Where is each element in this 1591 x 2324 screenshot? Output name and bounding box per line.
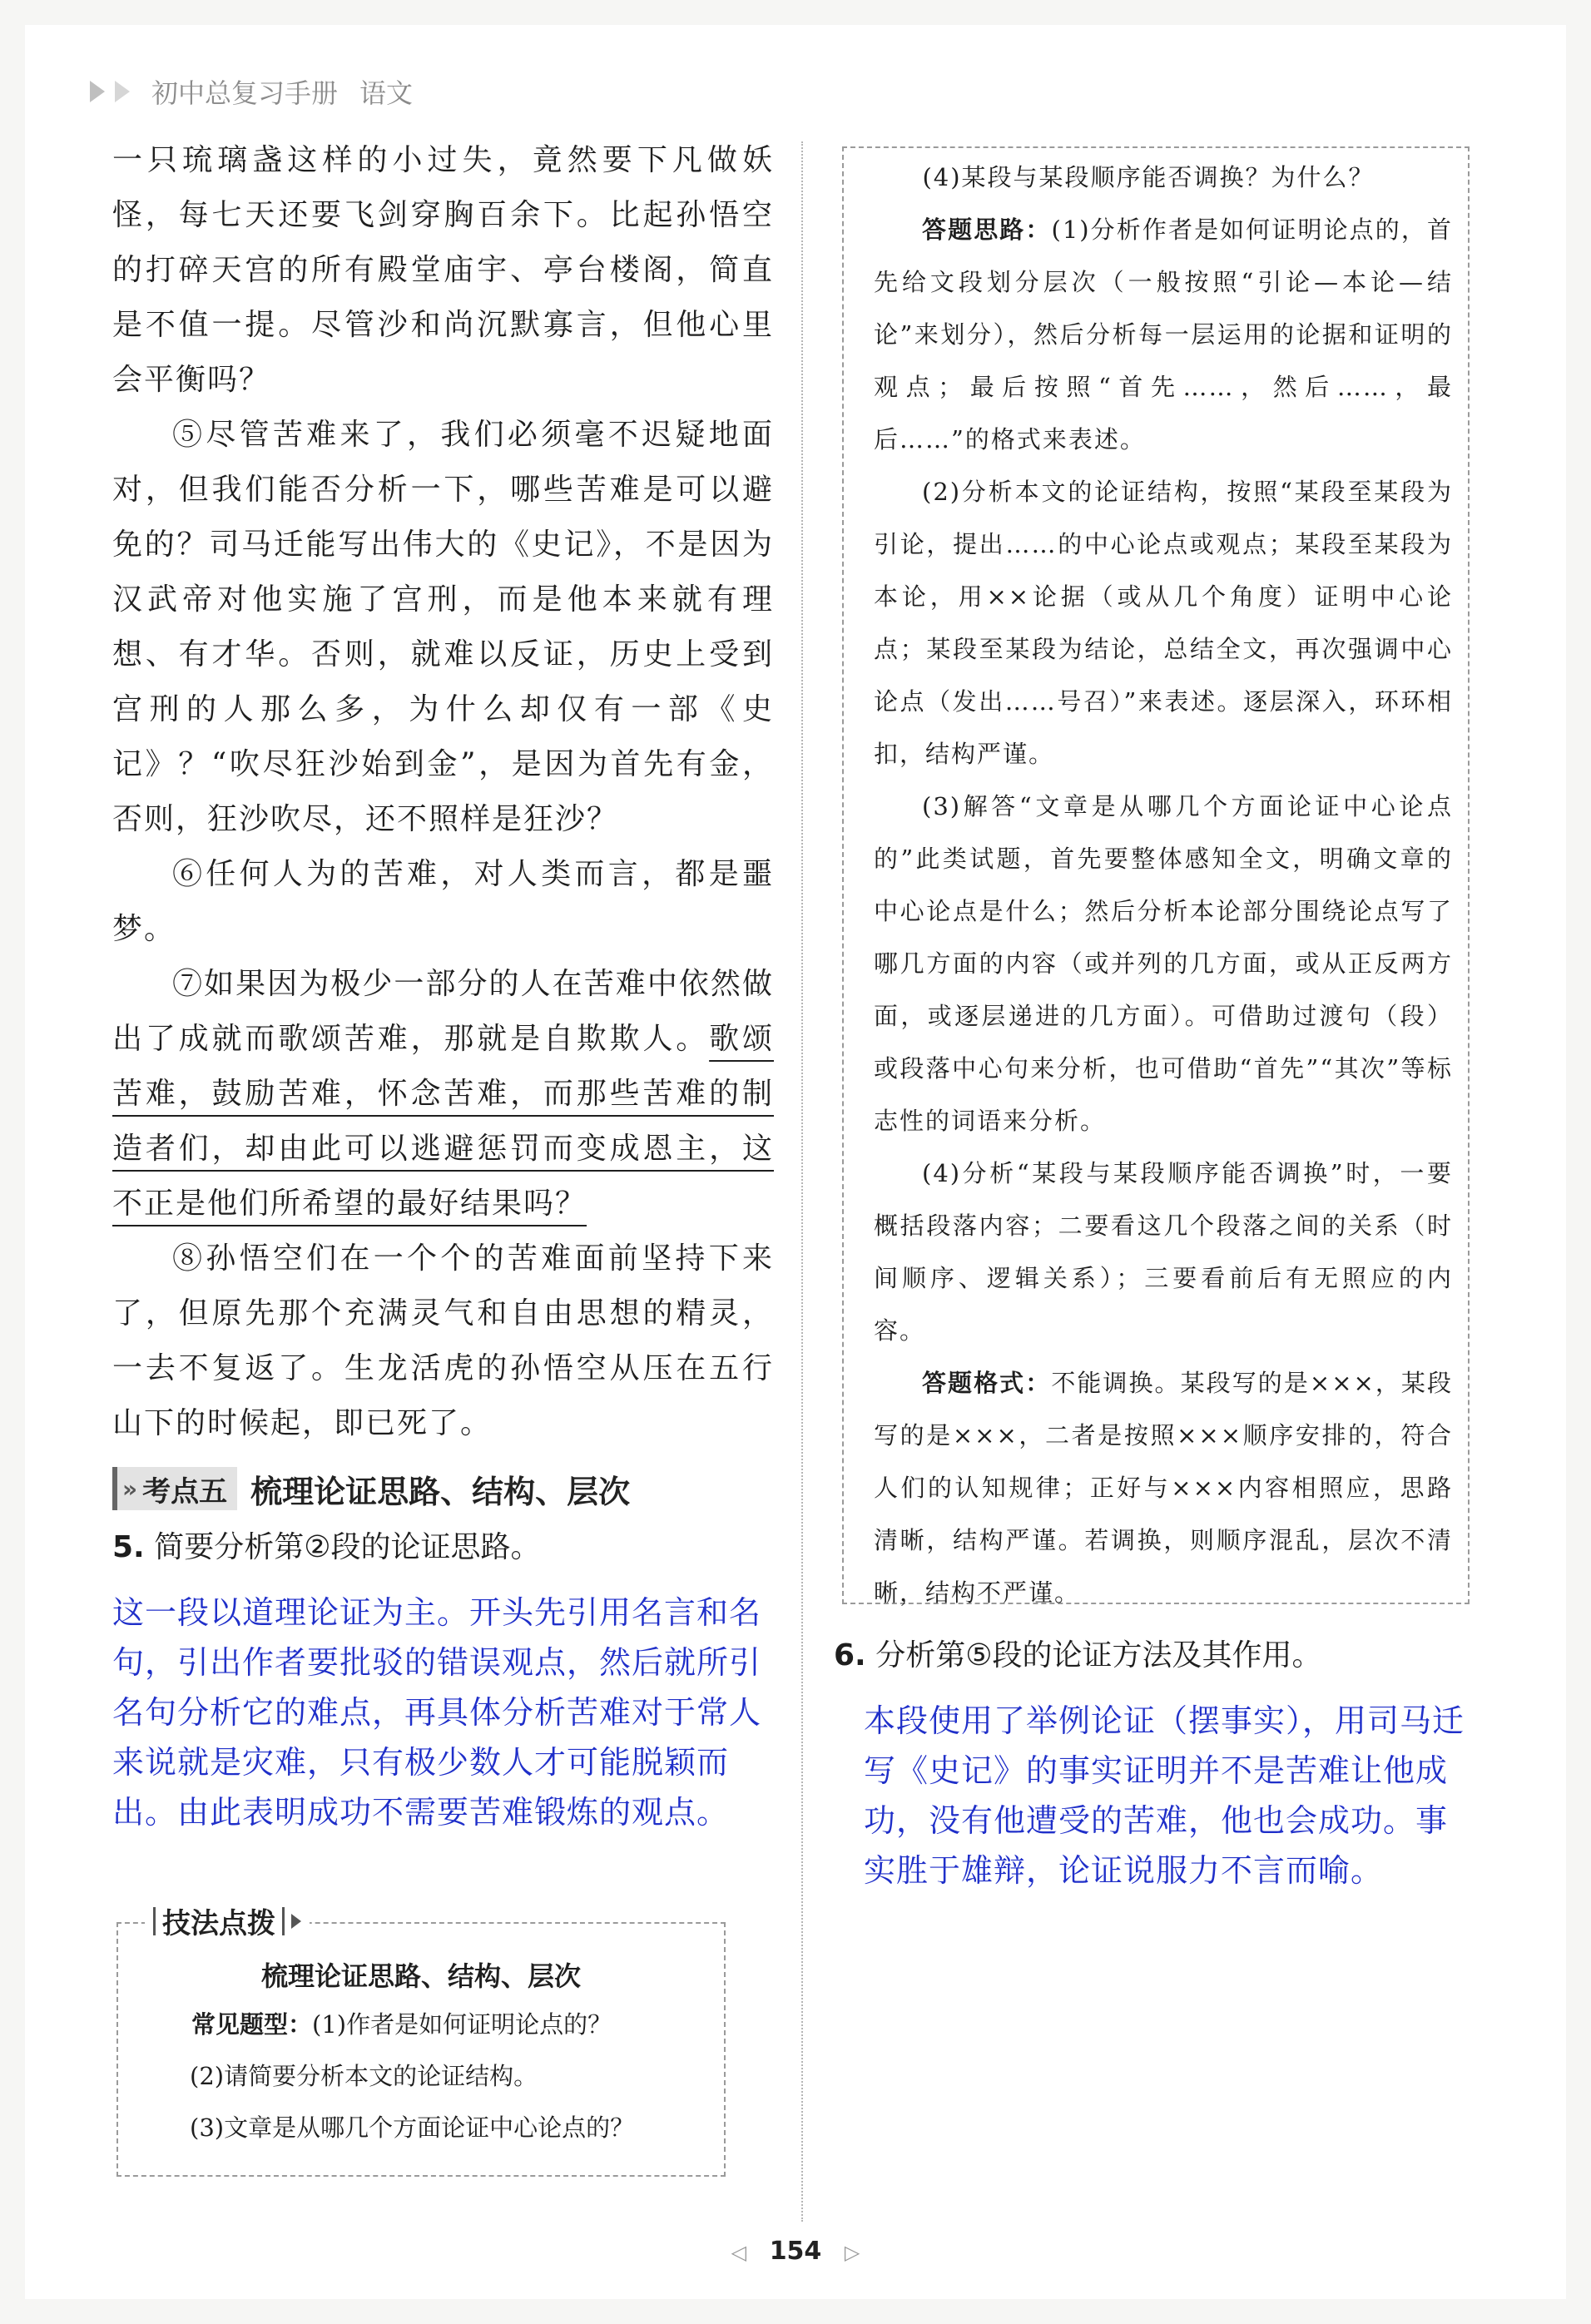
approach-1-text: (1)分析作者是如何证明论点的，首先给文段划分层次（一般按照“引论—本论—结论”来划分），然后分析每一层运用的论据和证明的观点；最后按照“首先……，然后……，最后……”的格式来表述。: [874, 216, 1453, 453]
section-tag-label: 考点五: [142, 1474, 228, 1509]
subject-name: 语文: [359, 77, 414, 109]
paragraph-5: ⑤尽管苦难来了，我们必须毫不迟疑地面对，但我们能否分析一下，哪些苦难是可以避免的？司马迁能写出伟大的《史记》，不是因为汉武帝对他实施了宫刑，而是他本来就有理想、有才华。否则，就难以反证，历史上受到宫刑的人那么多，为什么却仅有一部《史记》？“吹尽狂沙始到金”，是因为首先有金，否则，狂沙吹尽，还不照样是狂沙？: [112, 418, 774, 836]
method-box: [842, 146, 1470, 1607]
column-divider: [801, 141, 803, 2222]
answer-5: 这一段以道理论证为主。开头先引用名言和名句，引出作者要批驳的错误观点，然后就所引名句分析它的难点，再具体分析苦难对于常人来说就是灾难，只有极少数人才可能脱颖而出。由此表明成功不需要苦难锻炼的观点。: [112, 1594, 762, 1831]
question-6: [834, 1631, 1475, 1681]
paragraph-7: [112, 957, 774, 1231]
tip-line-1: (1)作者是如何证明论点的？: [312, 2010, 612, 2039]
page-number: 154: [769, 2237, 822, 2266]
question-6-text: 分析第⑤段的论证方法及其作用。: [875, 1638, 1322, 1672]
tip-label: [145, 1900, 310, 1941]
right-column-questions: [834, 1623, 1475, 1895]
tip-box: [116, 1907, 726, 2177]
header-arrow-icon-2: [115, 81, 130, 102]
question-5: [112, 1523, 774, 1573]
paragraph-7-text: ⑦如果因为极少一部分的人在苦难中依然做出了成就而歌颂苦难，那就是自欺欺人。: [112, 967, 774, 1056]
answer-format: [844, 1357, 1468, 1619]
book-title: 初中总复习手册: [151, 77, 339, 109]
paragraph-6: ⑥任何人为的苦难，对人类而言，都是噩梦。: [112, 857, 774, 946]
paragraph-4-continued: 一只琉璃盏这样的小过失，竟然要下凡做妖怪，每七天还要飞剑穿胸百余下。比起孙悟空的打碎天宫的所有殿堂庙宇、亭台楼阁，简直是不值一提。尽管沙和尚沉默寡言，但他心里会平衡吗？: [112, 143, 774, 397]
header-arrow-icon: [90, 81, 105, 102]
paragraph-8: ⑧孙悟空们在一个个的苦难面前坚持下来了，但原先那个充满灵气和自由思想的精灵，一去不复返了。生龙活虎的孙悟空从压在五行山下的时候起，即已死了。: [112, 1241, 774, 1440]
approach-4: (4)分析“某段与某段顺序能否调换”时，一要概括段落内容；二要看这几个段落之间的关系（时间顺序、逻辑关系）；三要看前后有无照应的内容。: [874, 1159, 1453, 1345]
approach-3: (3)解答“文章是从哪几个方面论证中心论点的”此类试题，首先要整体感知全文，明确文章的中心论点是什么；然后分析本论部分围绕论点写了哪几方面的内容（或并列的几方面，或从正反两方面，或逐层递进的几方面）。可借助过渡句（段）或段落中心句来分析，也可借助“首先”“其次”等标志性的词语来分析。: [874, 792, 1453, 1135]
question-5-number: 5.: [112, 1530, 145, 1564]
approach-1: [844, 204, 1468, 466]
section-title: 梳理论证思路、结构、层次: [250, 1473, 631, 1510]
section-heading: [112, 1463, 774, 1514]
section-tag: [112, 1467, 237, 1510]
double-chevron-icon: »: [122, 1474, 138, 1503]
tip-line-2: (2)请简要分析本文的论证结构。: [190, 2062, 538, 2090]
page-footer: [0, 2237, 1591, 2266]
format-label: 答题格式：: [922, 1369, 1052, 1397]
tip-bar-icon-2: [282, 1907, 285, 1935]
left-column: [112, 133, 774, 1837]
underlined-sentence: 歌颂苦难，鼓励苦难，怀念苦难，而那些苦难的制造者们，却由此可以逃避惩罚而变成恩主，这不正是他们所希望的最好结果吗？: [112, 1022, 774, 1221]
tip-question-type: [118, 1999, 724, 2050]
answer-6: 本段使用了举例论证（摆事实），用司马迁写《史记》的事实证明并不是苦难让他成功，没有他遭受的苦难，他也会成功。事实胜于雄辩，论证说服力不言而喻。: [864, 1702, 1465, 1889]
approach-label: 答题思路：: [922, 216, 1052, 244]
tip-bar-icon: [153, 1907, 156, 1935]
question-6-number: 6.: [834, 1638, 866, 1672]
tip-line-3: (3)文章是从哪几个方面论证中心论点的？: [190, 2113, 635, 2142]
prev-triangle-icon: ◁: [731, 2241, 747, 2264]
tip-triangle-icon: [291, 1914, 301, 1929]
tip-label-text: 技法点拨: [162, 1907, 275, 1940]
approach-2: (2)分析本文的论证结构，按照“某段至某段为引论，提出……的中心论点或观点；某段至某段为本论，用××论据（或从几个角度）证明中心论点；某段至某段为结论，总结全文，再次强调中心论点（发出……号召）”来表述。逐层深入，环环相扣，结构严谨。: [874, 478, 1453, 768]
tip-line-4: (4)某段与某段顺序能否调换？为什么？: [922, 163, 1375, 191]
tip-type-label: 常见题型：: [191, 2010, 313, 2039]
tip-title: 梳理论证思路、结构、层次: [260, 1960, 581, 1992]
next-triangle-icon: ▷: [844, 2241, 860, 2264]
running-header: [90, 68, 413, 115]
question-5-text: 简要分析第②段的论证思路。: [154, 1530, 541, 1564]
format-text: 不能调换。某段写的是×××，某段写的是×××，二者是按照×××顺序安排的，符合人们的认知规律；正好与×××内容相照应，思路清晰，结构严谨。若调换，则顺序混乱，层次不清晰，结构不严谨。: [874, 1369, 1453, 1607]
